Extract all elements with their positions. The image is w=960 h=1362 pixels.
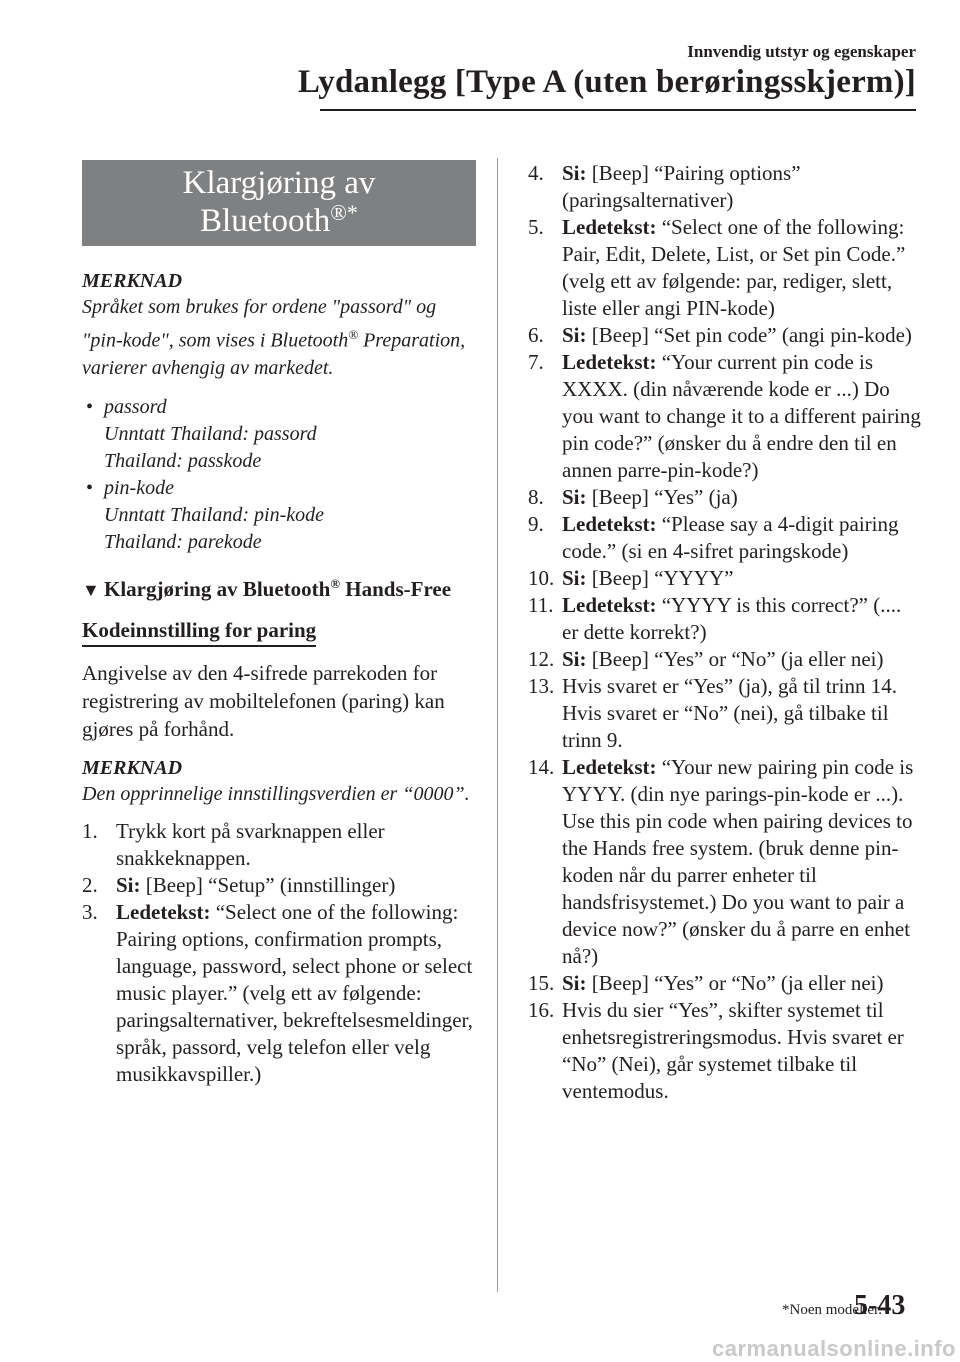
step-label: Ledetekst: [562,512,657,536]
list-item [528,754,922,970]
step-number: 16. [528,998,555,1022]
step-number: 7. [528,350,544,374]
step-body [116,899,476,1088]
list-item [82,899,476,1088]
step-body [116,818,476,872]
step-body [562,484,922,511]
list-item [528,214,922,322]
note2-heading: MERKNAD [82,756,183,779]
running-header-chapter: Lydanlegg [Type A (uten berøringsskjerm)] [297,64,916,100]
step-text: “Select one of the following: Pairing options, confirmation prompts, language, password, select phone or select music player.” (velg ett av følgende: paringsalternativer, bekreftelsesmeldinger, språk, passord, velg telefon eller velg musikkavspiller.) [116,899,473,1086]
step-number: 12. [528,647,555,671]
list-item [528,592,922,646]
column-divider [497,158,498,1292]
step-body [562,349,922,484]
step-body [562,673,922,754]
list-item [82,818,476,872]
step-label: Si: [562,971,587,995]
step-number: 2. [82,872,98,897]
step-text: Trykk kort på svarknappen eller snakkeknappen. [116,818,385,870]
list-item [528,565,922,592]
subsection-heading: Kodeinnstilling for paring [82,616,316,647]
section-heading-a: Klargjøring av Bluetooth [104,576,331,601]
list-item [528,484,922,511]
right-column [528,160,922,1105]
list-item [528,349,922,484]
page-number: 5-43 [854,1290,906,1321]
step-text: [Beep] “Set pin code” (angi pin-kode) [586,323,912,347]
step-text: “Your new pairing pin code is YYYY. (din nye parings-pin-kode er ...). Use this pin code when pairing devices to the Hands free system. (bruk denne pin-koden når du parrer enheter til handsfrisystemet.) Do you want to pair a device now?” (ønsker du å parre en enhet nå?) [562,755,914,968]
note-heading: MERKNAD [82,270,183,292]
running-header-section: Innvendig utstyr og egenskaper [687,42,916,61]
footnote: *Noen modeller. [782,1302,882,1318]
step-number: 14. [528,755,555,779]
step-label: Si: [562,566,587,590]
step-text: [Beep] “Pairing options” (paringsalternativer) [562,161,801,212]
step-text: “Please say a 4-digit pairing code.” (si en 4-sifret paringskode) [562,512,899,563]
title-line-2-text: Bluetooth [200,203,331,239]
step-number: 13. [528,674,555,698]
step-label: Ledetekst: [116,899,211,924]
step-text: [Beep] “YYYY” [586,566,734,590]
bullet-line: Unntatt Thailand: pin-kode [104,503,324,526]
note2-text: Den opprinnelige innstillingsverdien er “0000”. [82,782,470,805]
bullet-line: Thailand: parekode [104,530,262,553]
title-registered-mark: ®* [330,200,358,225]
list-item [528,511,922,565]
step-body [562,565,922,592]
bullet-line: Thailand: passkode [104,449,262,472]
step-number: 1. [82,818,98,843]
bullet-title: passord [104,395,167,418]
list-item [528,997,922,1105]
list-item [86,475,476,556]
step-text: “Your current pin code is XXXX. (din nåværende kode er ...) Do you want to change it to a different pairing pin code?” (ønsker du å endre den til en annen parre-pin-kode?) [562,350,921,482]
list-item [528,322,922,349]
step-text: [Beep] “Yes” or “No” (ja eller nei) [586,971,884,995]
bullet-title: pin-kode [104,476,174,499]
list-item [82,872,476,899]
note-text [82,294,476,382]
step-text: [Beep] “Setup” (innstillinger) [140,872,396,897]
header-rule [320,109,916,111]
step-text: Hvis du sier “Yes”, skifter systemet til enhetsregistreringsmodus. Hvis svaret er “No” (Nei), går systemet tilbake til ventemodus. [562,998,904,1103]
step-text: “YYYY is this correct?” (.... er dette korrekt?) [562,593,902,644]
step-label: Ledetekst: [562,755,657,779]
step-number: 11. [528,593,554,617]
step-text: “Select one of the following: Pair, Edit, Delete, List, or Set pin Code.” (velg ett av følgende: par, rediger, slett, liste eller angi PIN-kode) [562,215,906,320]
watermark: carmanualsonline.info [712,1336,956,1361]
step-number: 8. [528,485,544,509]
step-label: Si: [562,323,587,347]
step-body [562,970,922,997]
bullet-dot: • [86,476,94,499]
step-label: Ledetekst: [562,215,657,239]
note-registered-mark: ® [348,327,359,342]
step-number: 15. [528,971,555,995]
note-bullet-list [82,394,476,556]
step-body [562,997,922,1105]
step-body [116,872,476,899]
title-line-2 [82,202,476,240]
section-heading [82,570,476,604]
list-item [528,160,922,214]
section-registered-mark: ® [330,575,341,591]
step-label: Si: [562,647,587,671]
section-heading-b: Hands-Free [340,576,452,601]
step-label: Si: [116,872,141,897]
step-body [562,511,922,565]
step-number: 6. [528,323,544,347]
step-label: Ledetekst: [562,593,657,617]
step-body [562,322,922,349]
step-body [562,160,922,214]
step-body [562,214,922,322]
list-item [528,673,922,754]
subsection-paragraph: Angivelse av den 4-sifrede parrekoden for registrering av mobiltelefonen (paring) kan gjøres på forhånd. [82,660,445,741]
step-text: [Beep] “Yes” (ja) [586,485,738,509]
step-number: 3. [82,899,98,924]
step-label: Si: [562,485,587,509]
step-text: [Beep] “Yes” or “No” (ja eller nei) [586,647,884,671]
steps-left-list [82,818,476,1088]
section-title-box [82,160,476,246]
step-label: Ledetekst: [562,350,657,374]
step-body [562,592,922,646]
title-line-1: Klargjøring av [182,165,376,201]
steps-right-list [528,160,922,1105]
bullet-line: Unntatt Thailand: passord [104,422,317,445]
note-text-part-b: Preparation, varierer avhengig av markedet. [82,329,466,379]
step-text: Hvis svaret er “Yes” (ja), gå til trinn 14. Hvis svaret er “No” (nei), gå tilbake til trinn 9. [562,674,897,752]
step-number: 4. [528,161,544,185]
bullet-dot: • [86,395,94,418]
step-number: 5. [528,215,544,239]
list-item [86,394,476,475]
step-label: Si: [562,161,587,185]
step-body [562,646,922,673]
list-item [528,970,922,997]
list-item [528,646,922,673]
triangle-icon: ▼ [82,579,100,600]
step-body [562,754,922,970]
step-number: 9. [528,512,544,536]
note-text-part-a: Språket som brukes for ordene "passord" og "pin-kode", som vises i Bluetooth [82,296,437,352]
left-column [82,160,476,1088]
step-number: 10. [528,566,555,590]
